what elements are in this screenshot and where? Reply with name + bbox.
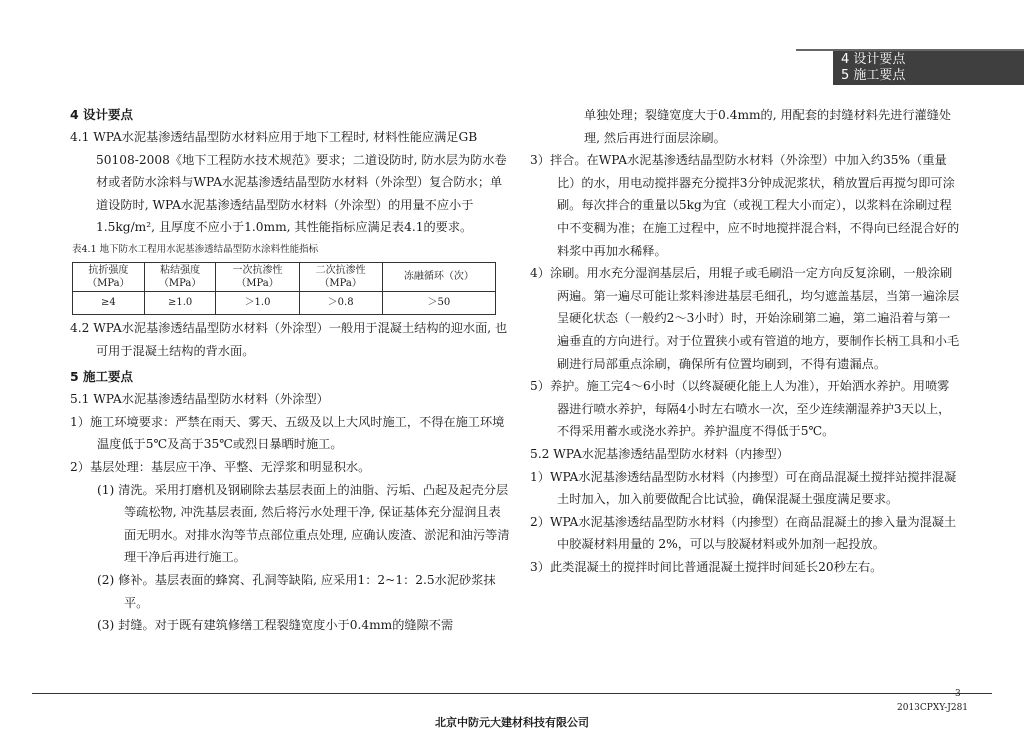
table-cell: ＞50 <box>382 291 495 314</box>
section-tab-line-2: 5 施工要点 <box>841 68 906 83</box>
section-tab <box>833 51 1024 85</box>
list-item-2: 2）基层处理：基层应干净、平整、无浮浆和明显积水。 <box>70 459 371 474</box>
footer-rule <box>32 693 992 694</box>
document-code: 2013CPXY-J281 <box>897 703 969 713</box>
list-item-5: 5）养护。施工完4～6小时（以终凝硬化能上人为准），开始洒水养护。用喷雾器进行喷水养护，每隔4小时左右喷水一次，至少连续潮湿养护3天以上，不得采用蓄水或浇水养护。养护温度不得低于5℃。 <box>530 379 951 439</box>
table-header-cell: 粘结强度 （MPa） <box>144 262 216 291</box>
table-header-cell: 一次抗渗性 （MPa） <box>216 262 299 291</box>
paragraph-5-2: 5.2 WPA水泥基渗透结晶型防水材料（内掺型） <box>530 446 789 461</box>
table-header-cell: 抗折强度 （MPa） <box>73 262 145 291</box>
sub-item-seal: (3) 封缝。对于既有建筑修缮工程裂缝宽度小于0.4mm的缝隙不需 <box>97 618 454 633</box>
table-cell: ≥4 <box>73 291 145 314</box>
sub-item-repair: (2) 修补。基层表面的蜂窝、孔洞等缺陷, 应采用1：2~1：2.5水泥砂浆抹平。 <box>97 572 496 610</box>
spec-table <box>72 262 496 315</box>
right-column <box>530 104 960 578</box>
list-item-r1: 1）WPA水泥基渗透结晶型防水材料（内掺型）可在商品混凝土搅拌站搅拌混凝土时加入，加入前要做配合比试验，确保混凝土强度满足要求。 <box>530 469 957 507</box>
table-cell: ≥1.0 <box>144 291 216 314</box>
table-header-cell: 二次抗渗性 （MPa） <box>299 262 382 291</box>
list-item-1: 1）施工环境要求：严禁在雨天、雾天、五级及以上大风时施工，不得在施工环境温度低于5℃及高于35℃或烈日暴晒时施工。 <box>70 414 505 452</box>
list-item-r3: 3）此类混凝土的搅拌时间比普通混凝土搅拌时间延长20秒左右。 <box>530 559 883 574</box>
table-cell: ＞0.8 <box>299 291 382 314</box>
list-item-3: 3）拌合。在WPA水泥基渗透结晶型防水材料（外涂型）中加入约35%（重量比）的水，用电动搅拌器充分搅拌3分钟成泥浆状，稍放置后再搅匀即可涂刷。每次拌合的重量以5kg为宜（或视工程大小而定），以浆料在涂刷过程中不变稠为准；在施工过程中，应不时地搅拌混合料，不得向已经混合好的料浆中再加水稀释。 <box>530 153 960 258</box>
left-column <box>70 104 510 637</box>
company-name: 北京中防元大建材科技有限公司 <box>435 716 589 729</box>
heading-construction-points: 5 施工要点 <box>70 369 134 385</box>
sub-item-seal-continued: 单独处理；裂缝宽度大于0.4mm的, 用配套的封缝材料先进行灌缝处理, 然后再进行面层涂刷。 <box>584 108 952 145</box>
section-tab-line-1: 4 设计要点 <box>841 52 906 67</box>
table-cell: ＞1.0 <box>216 291 299 314</box>
list-item-r2: 2）WPA水泥基渗透结晶型防水材料（内掺型）在商品混凝土的掺入量为混凝土中胶凝材料用量的 2%，可以与胶凝材料或外加剂一起投放。 <box>530 514 957 552</box>
page-number: 3 <box>955 689 961 699</box>
heading-design-points: 4 设计要点 <box>70 107 134 122</box>
sub-item-clean: (1) 清洗。采用打磨机及钢刷除去基层表面上的油脂、污垢、凸起及起壳分层等疏松物, 冲洗基层表面, 然后将污水处理干净, 保证基体充分湿润且表面无明水。对排水沟等节点部位重点处理, 应确认废渣、淤泥和油污等清理干净后再进行施工。 <box>97 482 510 565</box>
paragraph-5-1: 5.1 WPA水泥基渗透结晶型防水材料（外涂型） <box>70 392 329 407</box>
table-caption: 表4.1 地下防水工程用水泥基渗透结晶型防水涂料性能指标 <box>72 243 319 255</box>
paragraph-4-1: 4.1 WPA水泥基渗透结晶型防水材料应用于地下工程时, 材料性能应满足GB 50108-2008《地下工程防水技术规范》要求；二道设防时, 防水层为防水卷材或者防水涂料与WPA水泥基渗透结晶型防水材料（外涂型）复合防水；单道设防时, WPA水泥基渗透结晶型防水材料（外涂型）的用量不应小于1.5kg/m², 且厚度不应小于1.0mm, 其性能指标应满足表4.1的要求。 <box>70 130 507 235</box>
spec-table-value-row <box>73 291 496 314</box>
list-item-4: 4）涂刷。用水充分湿润基层后，用辊子或毛刷沿一定方向反复涂刷，一般涂刷两遍。第一遍尽可能让浆料渗进基层毛细孔，均匀遮盖基层，当第一遍涂层呈硬化状态（一般约2～3小时）时，开始涂刷第二遍，第二遍沿着与第一遍垂直的方向进行。对于位置狭小或有管道的地方，要制作长柄工具和小毛刷进行局部重点涂刷，确保所有位置均刷到，不得有遗漏点。 <box>530 266 960 371</box>
table-header-cell: 冻融循环（次） <box>382 262 495 291</box>
spec-table-header-row <box>73 262 496 291</box>
paragraph-4-2: 4.2 WPA水泥基渗透结晶型防水材料（外涂型）一般用于混凝土结构的迎水面, 也可用于混凝土结构的背水面。 <box>70 320 508 358</box>
